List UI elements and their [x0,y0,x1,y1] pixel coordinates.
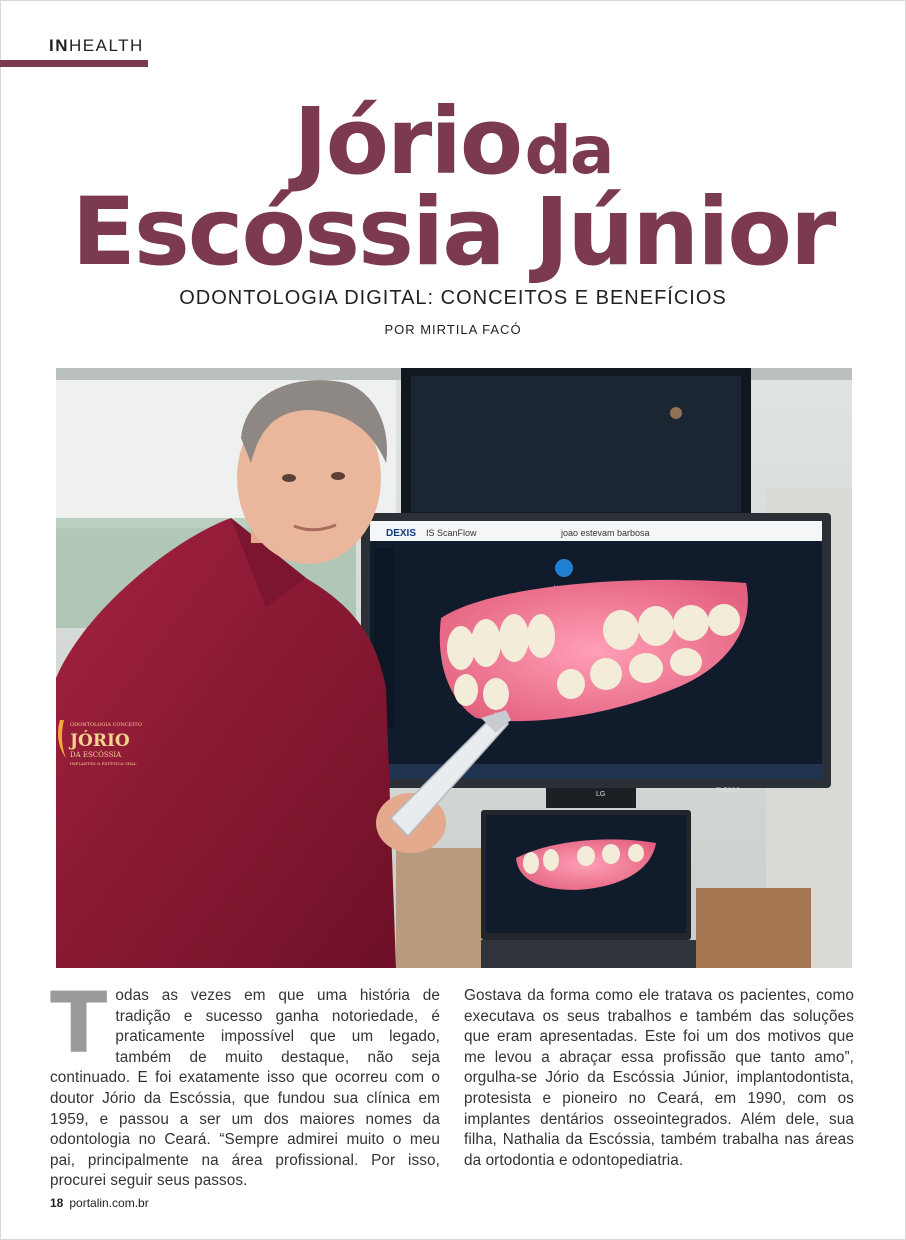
jacket-logo-line2: JÓRIO [70,731,130,751]
section-tag [49,36,144,56]
jacket-logo-line1: ODONTOLOGIA CONCEITO [70,722,142,728]
title-name: Jório [293,88,522,195]
body-column-left [50,974,440,1192]
article-byline: POR MIRTILA FACÓ [384,322,522,337]
page-number: 18 [50,1196,64,1210]
screen-brand: DEXIS [386,528,417,539]
body-text-left: odas as vezes em que uma história de tradição e sucesso ganha notoriedade, é praticamente impossível que um legado, também de muito destaque, não seja continuado. E foi exatamente isso que ocorreu com o doutor Jório da Escóssia, que fundou sua clínica em 1959, e passou a ser um dos maiores nomes da odontologia no Ceará. “Sempre admirei muito o meu pai, principalmente na área profissional. Por isso, procurei seguir seus passos. [50,987,440,1190]
section-tag-rest: HEALTH [69,36,144,55]
article-title-line2: Escóssia Júnior [71,178,835,287]
screen-app-name: IS ScanFlow [426,528,477,538]
screen-patient-name: joao estevam barbosa [561,528,650,538]
drop-cap: T [50,974,108,1072]
article-subtitle: ODONTOLOGIA DIGITAL: CONCEITOS E BENEFÍCIOS [179,287,727,309]
jacket-logo-line3: DA ESCÓSSIA [70,751,122,759]
section-tag-bold: IN [49,36,69,55]
speaker-brand: ELESCO [716,788,741,794]
photo-illustration [56,368,852,968]
monitor-brand: LG [596,791,606,798]
jacket-logo-line4: IMPLANTES & ESTÉTICA ORAL [70,761,137,766]
article-photo [56,368,852,968]
section-bar [0,60,148,67]
page-footer [50,1196,149,1210]
footer-site: portalin.com.br [69,1196,149,1210]
body-column-right: Gostava da forma como ele tratava os pacientes, como executava os seus trabalhos e também das soluções que eram apresentadas. Este foi um dos motivos que me levou a abraçar essa profissão que tanto amo”, orgulha-se Jório da Escóssia Júnior, implantodontista, protesista e pioneiro no Ceará, em 1990, com os implantes dentários osseointegrados. Além dele, sua filha, Nathalia da Escóssia, também trabalha nas áreas da ortodontia e odontopediatria. [464,987,854,1169]
title-da: da [524,112,613,189]
article-title-line1 [0,88,906,195]
